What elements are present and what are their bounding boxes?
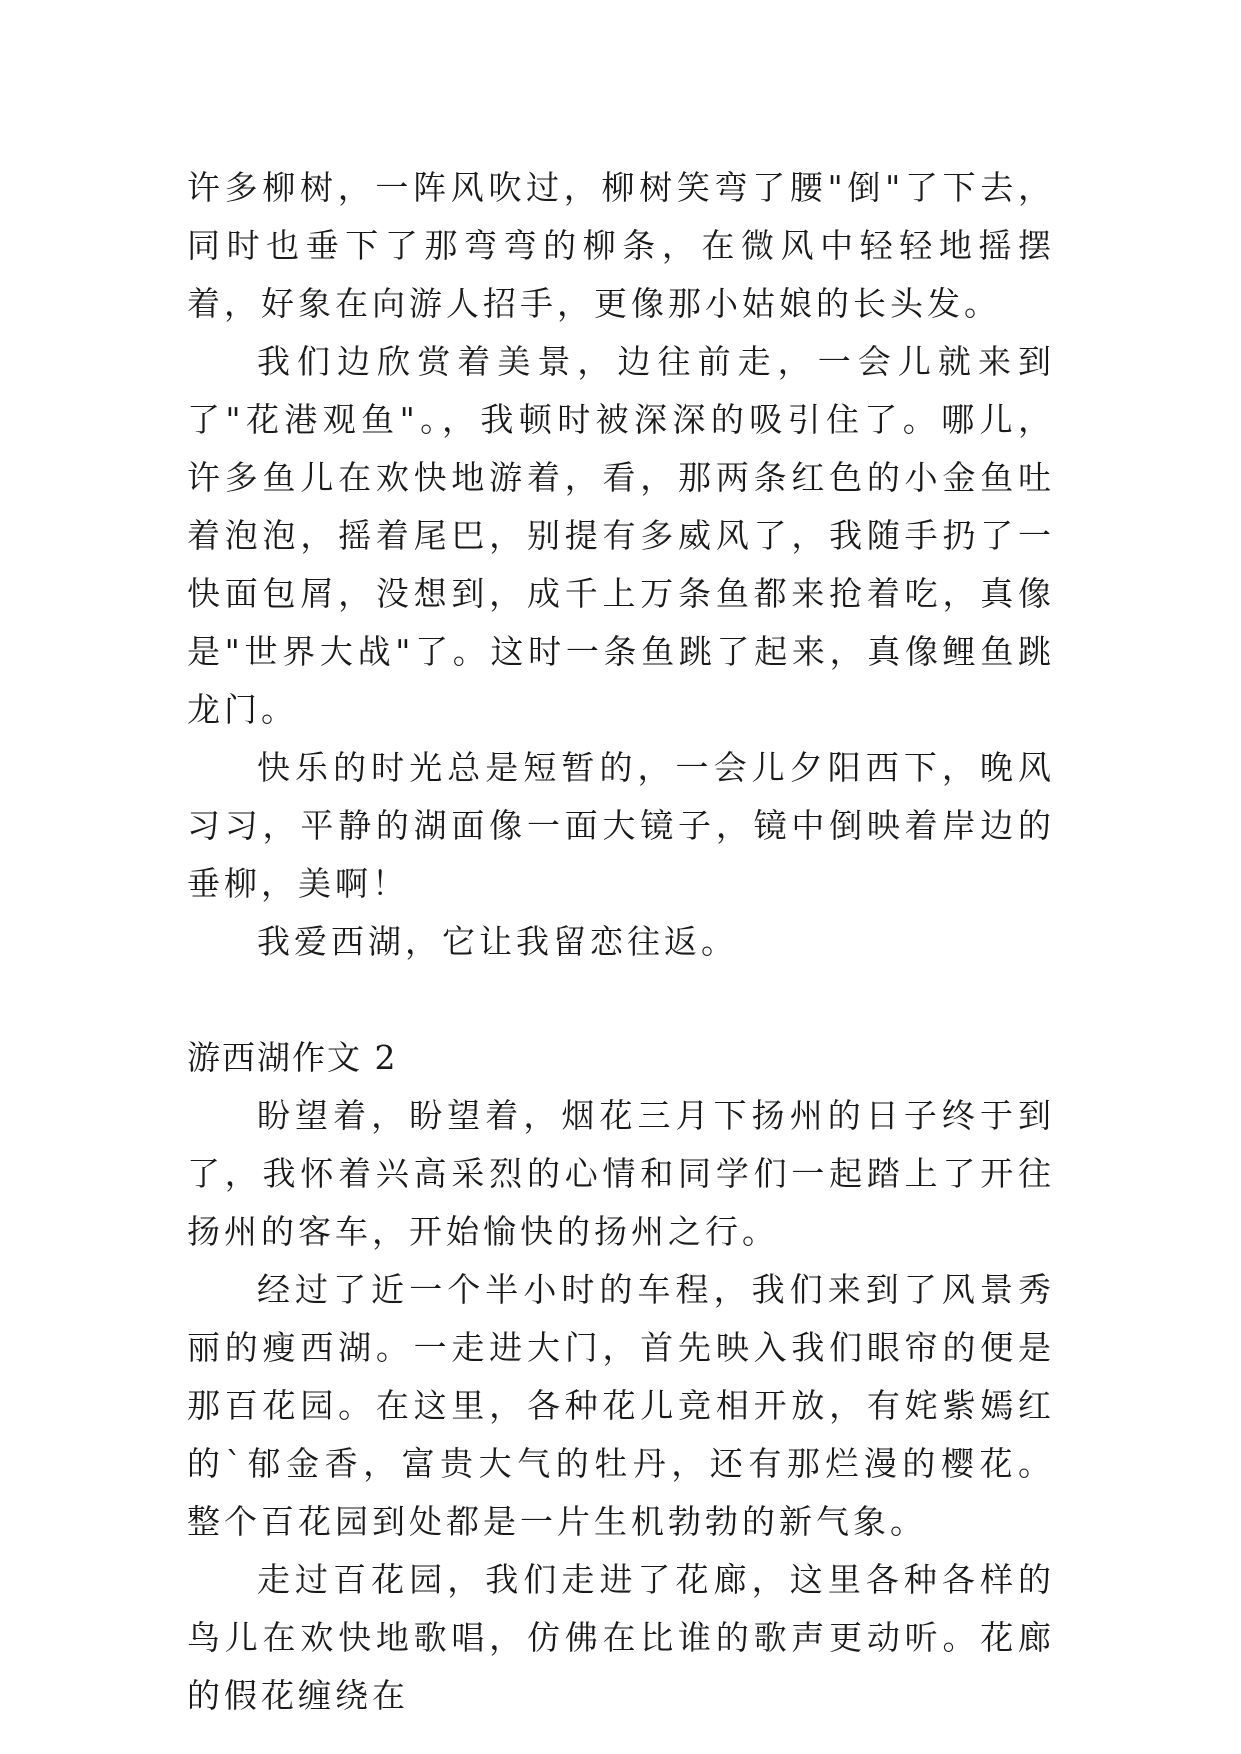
paragraph: 经过了近一个半小时的车程，我们来到了风景秀丽的瘦西湖。一走进大门，首先映入我们眼帘的便是那百花园。在这里，各种花儿竞相开放，有姹紫嫣红的`郁金香，富贵大气的牡丹，还有那烂漫的樱花。整个百花园到处都是一片生机勃勃的新气象。 <box>187 1270 1055 1541</box>
section-title: 游西湖作文 2 <box>187 1038 398 1077</box>
paragraph: 盼望着，盼望着，烟花三月下扬州的日子终于到了，我怀着兴高采烈的心情和同学们一起踏上了开往扬州的客车，开始愉快的扬州之行。 <box>187 1096 1055 1251</box>
paragraph: 我们边欣赏着美景，边往前走，一会儿就来到了"花港观鱼"。，我顿时被深深的吸引住了。哪儿，许多鱼儿在欢快地游着，看，那两条红色的小金鱼吐着泡泡，摇着尾巴，别提有多威风了，我随手扔了一快面包屑，没想到，成千上万条鱼都来抢着吃，真像是"世界大战"了。这时一条鱼跳了起来，真像鲤鱼跳龙门。 <box>187 342 1055 729</box>
paragraph: 快乐的时光总是短暂的，一会儿夕阳西下，晚风习习，平静的湖面像一面大镜子，镜中倒映着岸边的垂柳，美啊！ <box>187 748 1055 903</box>
paragraph: 走过百花园，我们走进了花廊，这里各种各样的鸟儿在欢快地歌唱，仿佛在比谁的歌声更动听。花廊的假花缠绕在 <box>187 1560 1055 1715</box>
document-body <box>187 159 1055 1725</box>
paragraph: 我爱西湖，它让我留恋往返。 <box>257 922 738 961</box>
paragraph: 许多柳树，一阵风吹过，柳树笑弯了腰"倒"了下去，同时也垂下了那弯弯的柳条，在微风中轻轻地摇摆着，好象在向游人招手，更像那小姑娘的长头发。 <box>187 168 1055 323</box>
